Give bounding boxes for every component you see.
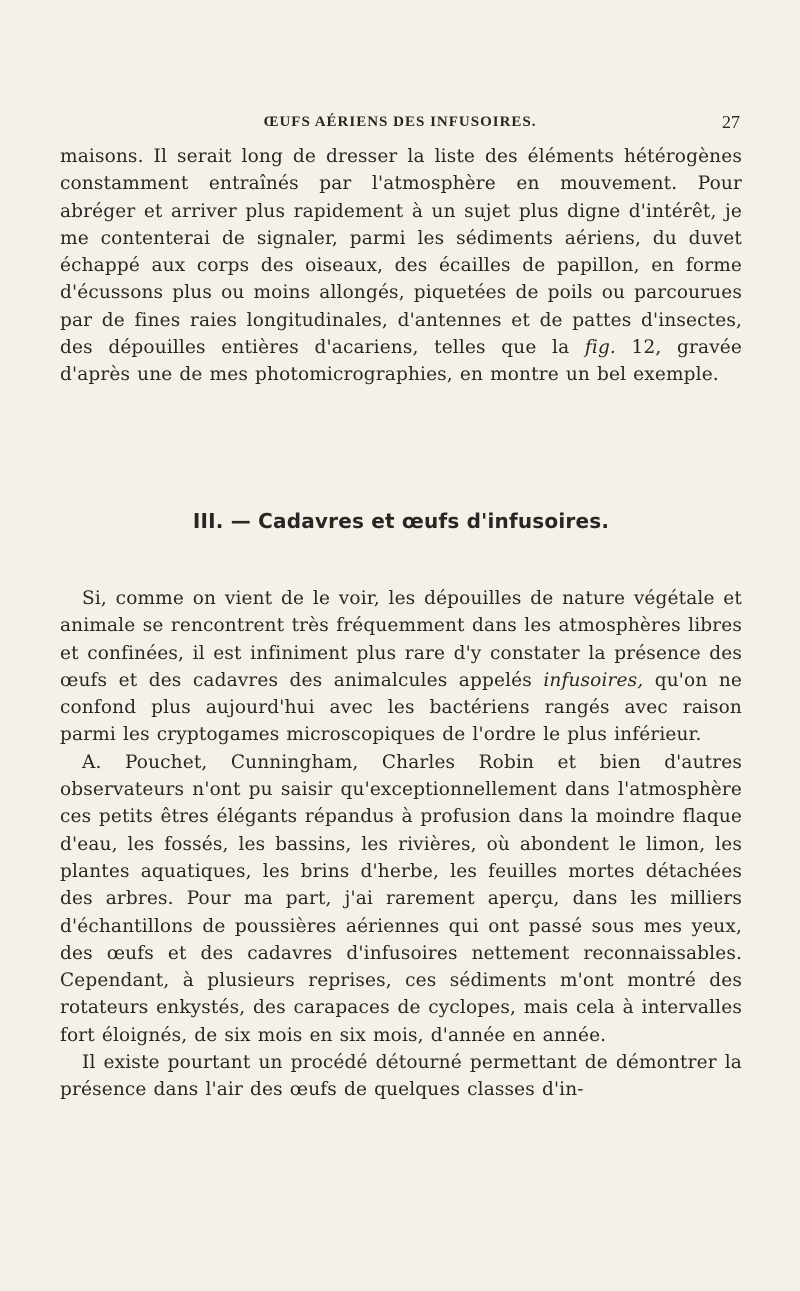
figure-reference: fig.	[584, 337, 616, 359]
paragraph-2-text-a: Si, comme on vient de le voir, les dépouilles de nature végétale et animale se rencontrent très fréquemment dans les atmosphères libres et confinées, il est infiniment plus rare d'y constater la présence des œufs et des cadavres des animalcules appelés	[60, 588, 742, 691]
paragraph-4: Il existe pourtant un procédé détourné permettant de démontrer la présence dans l'air des œufs de quelques classes d'in-	[60, 1052, 742, 1101]
running-head	[60, 114, 740, 138]
paragraph-2-text-b: qu'on ne confond plus aujourd'hui avec les bactériens rangés avec raison parmi les cryptogames microscopiques de l'ordre le plus inférieur.	[60, 669, 742, 746]
paragraph-continuation	[60, 143, 742, 389]
paragraph-1-text-b: 12, gravée d'après une de mes photomicrographies, en montre un bel exemple.	[60, 337, 742, 386]
paragraph-2	[60, 585, 742, 749]
section-body	[60, 585, 742, 1104]
paragraph-1-text-a: maisons. Il serait long de dresser la liste des éléments hétérogènes constamment entraînés par l'atmosphère en mouvement. Pour abréger et arriver plus rapidement à un sujet plus digne d'intérêt, je me contenterai de signaler, parmi les sédiments aériens, du duvet échappé aux corps des oiseaux, des écailles de papillon, en forme d'écussons plus ou moins allongés, piquetées de poils ou parcourues par de fines raies longitudinales, d'antennes et de pattes d'insectes, des dépouilles entières d'acariens, telles que la	[60, 146, 742, 359]
page-number: 27	[722, 112, 740, 132]
section-heading: III. — Cadavres et œufs d'infusoires.	[192, 509, 610, 533]
term-infusoires: infusoires,	[543, 669, 644, 691]
running-title: ŒUFS AÉRIENS DES INFUSOIRES.	[263, 114, 537, 130]
paragraph-3: A. Pouchet, Cunningham, Charles Robin et bien d'autres observateurs n'ont pu saisir qu'exceptionnellement dans l'atmosphère ces petits êtres élégants répandus à profusion dans la moindre flaque d'eau, les fossés, les bassins, les rivières, où abondent le limon, les plantes aquatiques, les brins d'herbe, les feuilles mortes détachées des arbres. Pour ma part, j'ai rarement aperçu, dans les milliers d'échantillons de poussières aériennes qui ont passé sous mes yeux, des œufs et des cadavres d'infusoires nettement reconnaissables. Cependant, à plusieurs reprises, ces sédiments m'ont montré des rotateurs enkystés, des carapaces de cyclopes, mais cela à intervalles fort éloignés, de six mois en six mois, d'année en année.	[60, 751, 742, 1046]
paragraph-1	[60, 143, 742, 389]
